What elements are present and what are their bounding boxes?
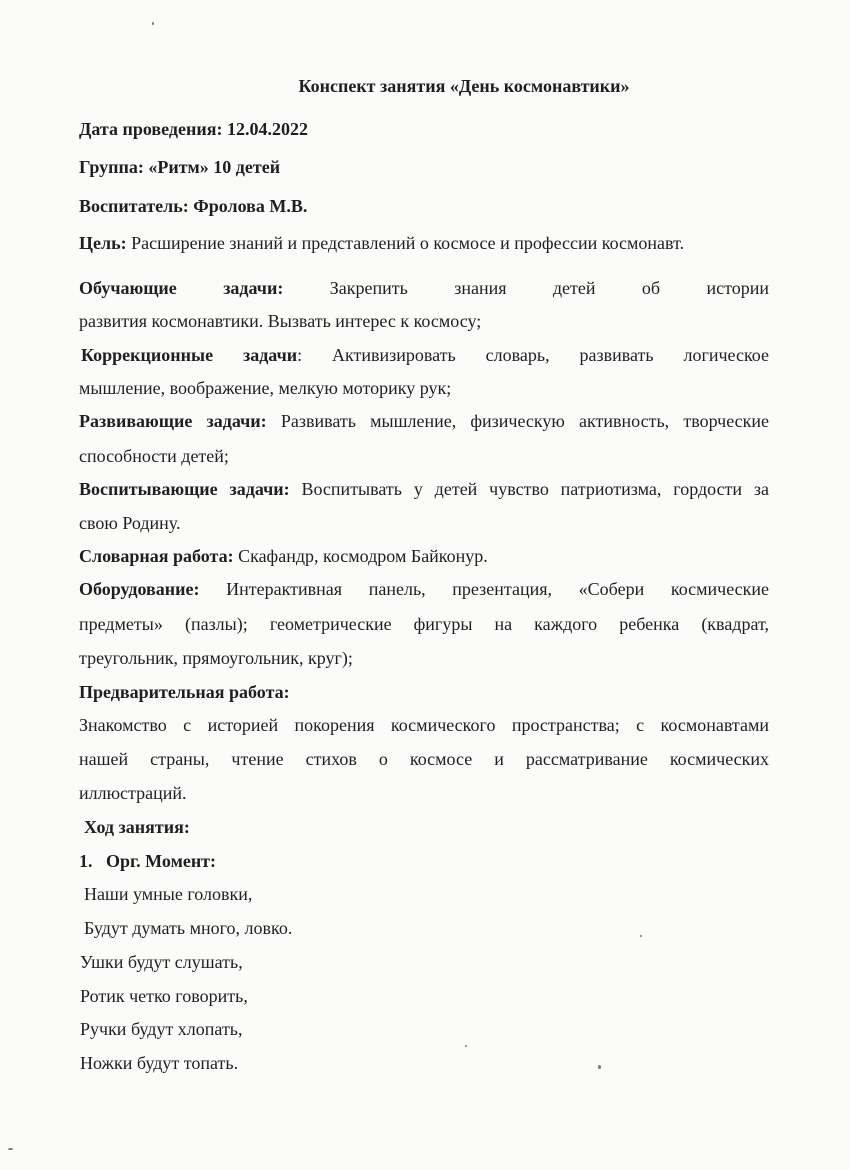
poem-line: Наши умные головки,: [84, 884, 253, 904]
poem-line: Ножки будут топать.: [80, 1053, 239, 1073]
developing-tasks-label: Развивающие задачи:: [79, 411, 267, 431]
scan-speck: [465, 1045, 467, 1047]
teacher-line: Воспитатель: Фролова М.В.: [79, 196, 308, 216]
scan-speck: [152, 22, 154, 25]
goal-line: [79, 232, 769, 254]
poem-line: Ротик четко говорить,: [80, 986, 248, 1006]
correction-tasks-line2: мышление, воображение, мелкую моторику рук;: [79, 378, 452, 398]
poem-line: Будут думать много, ловко.: [84, 918, 293, 938]
step1-heading: 1. Орг. Момент:: [79, 851, 217, 871]
equipment-line1: Оборудование: Интерактивная панель, презентация, «Собери космические: [79, 579, 769, 599]
vocabulary-line: Словарная работа: Скафандр, космодром Байконур.: [79, 546, 488, 566]
poem-line: Ушки будут слушать,: [80, 952, 243, 972]
vocabulary-label: Словарная работа:: [79, 546, 234, 566]
scan-speck: [8, 1148, 13, 1150]
equipment-line3: треугольник, прямоугольник, круг);: [79, 648, 353, 668]
equipment-line2: предметы» (пазлы); геометрические фигуры на каждого ребенка (квадрат,: [79, 614, 769, 634]
upbringing-tasks-line1: Воспитывающие задачи: Воспитывать у детей чувство патриотизма, гордости за: [79, 479, 769, 499]
goal-label: Цель:: [79, 233, 127, 253]
equipment-label: Оборудование:: [79, 579, 200, 599]
preliminary-line1: Знакомство с историей покорения космического пространства; с космонавтами: [79, 715, 769, 735]
upbringing-tasks-line2: свою Родину.: [79, 513, 181, 533]
correction-tasks-line1: Коррекционные задачи: Активизировать словарь, развивать логическое: [81, 345, 769, 365]
developing-tasks-line2: способности детей;: [79, 446, 229, 466]
scan-speck: [640, 935, 642, 937]
scan-speck: [598, 1065, 601, 1069]
preliminary-line2: нашей страны, чтение стихов о космосе и рассматривание космических: [79, 749, 769, 769]
poem-line: Ручки будут хлопать,: [80, 1019, 243, 1039]
correction-tasks-label: Коррекционные задачи: [81, 345, 298, 365]
teaching-tasks-label: Обучающие: [79, 278, 177, 298]
course-heading: Ход занятия:: [84, 817, 190, 837]
document-title: Конспект занятия «День космонавтики»: [298, 76, 630, 96]
preliminary-heading: Предварительная работа:: [79, 682, 290, 702]
teaching-tasks-text: Закрепить знания детей об истории: [329, 278, 770, 298]
teaching-tasks-line2: развития космонавтики. Вызвать интерес к космосу;: [79, 311, 482, 331]
preliminary-line3: иллюстраций.: [79, 783, 187, 803]
goal-text: Расширение знаний и представлений о космосе и профессии космонавт.: [126, 233, 685, 253]
teaching-tasks-line1: Обучающие задачи: Закрепить знания детей об истории: [79, 278, 770, 298]
upbringing-tasks-label: Воспитывающие задачи:: [79, 479, 290, 499]
group-line: Группа: «Ритм» 10 детей: [79, 157, 281, 177]
date-line: Дата проведения: 12.04.2022: [79, 119, 308, 139]
developing-tasks-line1: Развивающие задачи: Развивать мышление, физическую активность, творческие: [79, 411, 769, 431]
